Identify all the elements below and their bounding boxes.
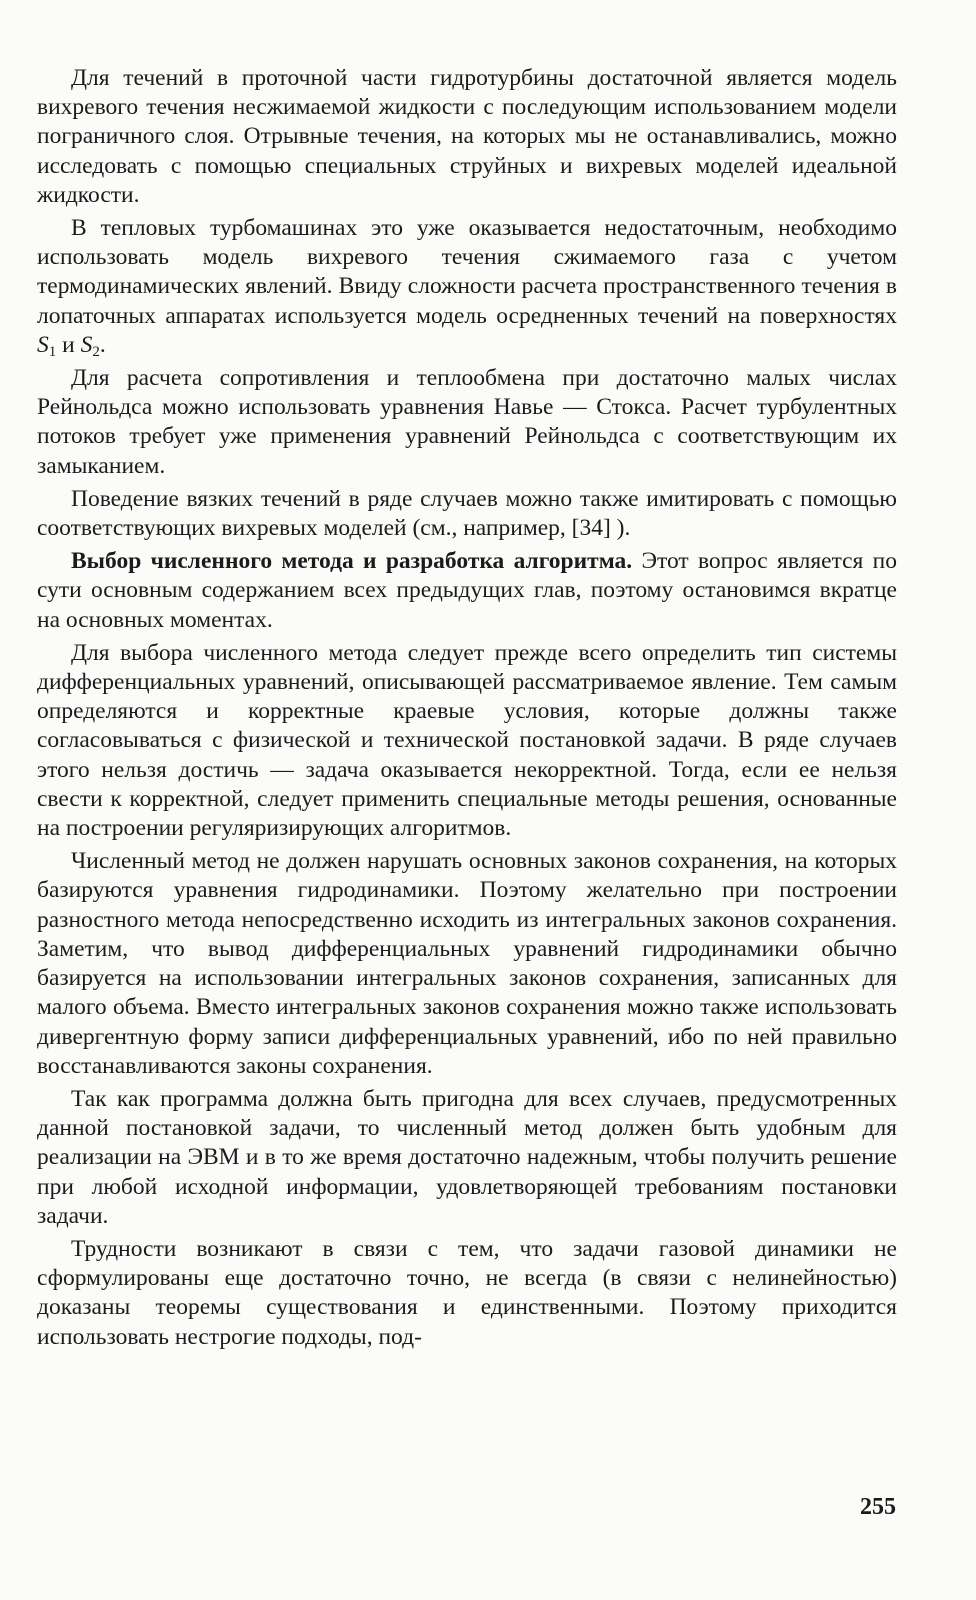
paragraph-8-text: Так как программа должна быть пригодна для всех случаев, предусмотренных данной постановкой задачи, то численный метод должен быть удобным для реализации на ЭВМ и в то же время достаточно надежным, чтобы получить решение при любой исходной информации, удовлетворяющей требованиям постановки задачи. (37, 1085, 897, 1229)
paragraph-3-text: Для расчета сопротивления и теплообмена при достаточно малых числах Рейнольдса можно использовать уравнения Навье — Стокса. Расчет турбулентных потоков требует уже применения уравнений Рейнольдса с соответствующим их замыканием. (37, 365, 897, 479)
paragraph-9-text: Трудности возникают в связи с тем, что задачи газовой динамики не сформулированы еще достаточно точно, не всегда (в связи с нелинейностью) доказаны теоремы существования и единственными. Поэтому приходится использовать нестрогие подходы, под- (37, 1235, 897, 1350)
paragraph-2 (37, 214, 897, 360)
paragraph-8 (37, 1085, 897, 1231)
symbol-s2: S (80, 331, 93, 358)
paragraph-5-text: Этот вопрос является по сути основным содержанием всех предыдущих глав, поэтому остановимся вкратце на основных моментах. (37, 548, 897, 633)
paragraph-2-conj: и (56, 331, 81, 358)
paragraph-5 (37, 547, 897, 635)
symbol-s2-subscript: 2 (92, 343, 100, 360)
page-number: 255 (860, 1494, 896, 1520)
paragraph-3 (37, 364, 897, 481)
paragraph-7 (37, 847, 897, 1081)
symbol-s1: S (37, 331, 49, 358)
paragraph-4-text: Поведение вязких течений в ряде случаев можно также имитировать с помощью соответствующих вихревых моделей (см., например, [34] ). (37, 485, 897, 542)
section-heading: Выбор численного метода и разработка алгоритма. (71, 548, 633, 575)
paragraph-2-text: В тепловых турбомашинах это уже оказывается недостаточным, необходимо использовать модель вихревого течения сжимаемого газа с учетом термодинамических явлений. Ввиду сложности расчета пространственного течения в лопаточных аппаратах используется модель осредненных течений на поверхностях (37, 215, 897, 329)
symbol-s1-subscript: 1 (48, 343, 57, 360)
paragraph-7-text: Численный метод не должен нарушать основных законов сохранения, на которых базируются уравнения гидродинамики. Поэтому желательно при построении разностного метода непосредственно исходить из интегральных законов сохранения. Заметим, что вывод дифференциальных уравнений гидродинамики обычно базируется на использовании интегральных законов сохранения, записанных для малого объема. Вместо интегральных законов сохранения можно также использовать дивергентную форму записи дифференциальных уравнений, ибо по ней правильно восстанавливаются законы сохранения. (37, 848, 897, 1079)
paragraph-6-text: Для выбора численного метода следует прежде всего определить тип системы дифференциальных уравнений, описывающей рассматриваемое явление. Тем самым определяются и корректные краевые условия, которые должны также согласовываться с физической и технической постановкой задачи. В ряде случаев этого нельзя достичь — задача оказывается некорректной. Тогда, если ее нельзя свести к корректной, следует применить специальные методы решения, основанные на построении регуляризирующих алгоритмов. (37, 639, 897, 842)
paragraph-9 (37, 1235, 897, 1352)
paragraph-4 (37, 485, 897, 543)
paragraph-1 (37, 64, 897, 210)
paragraph-6 (37, 639, 897, 843)
page-body (37, 64, 897, 1356)
paragraph-1-text: Для течений в проточной части гидротурбины достаточной является модель вихревого течения несжимаемой жидкости с последующим использованием модели пограничного слоя. Отрывные течения, на которых мы не останавливались, можно исследовать с помощью специальных струйных и вихревых моделей идеальной жидкости. (37, 65, 897, 208)
paragraph-2-tail: . (99, 331, 106, 358)
